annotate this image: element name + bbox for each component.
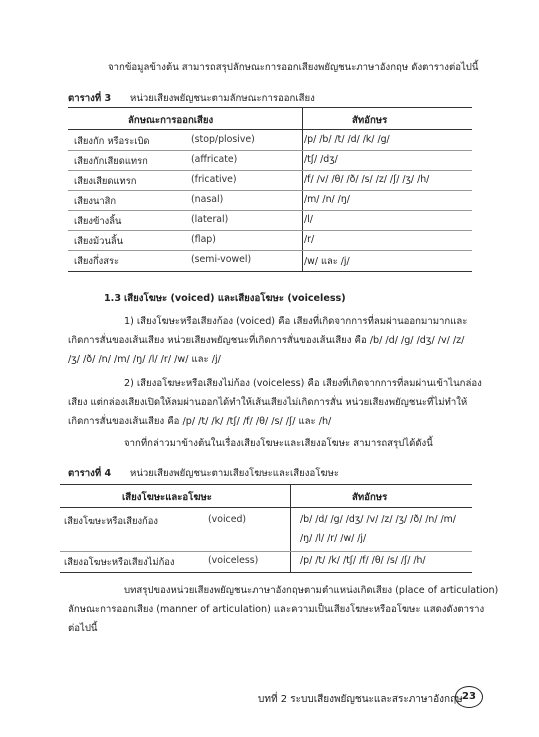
phonetic-symbols: /tʃ/ /dʒ/: [304, 154, 338, 165]
table3-col2-header: สัทอักษร: [352, 115, 388, 126]
table4-col1-header: เสียงโฆษะและอโฆษะ: [122, 492, 212, 503]
para1-line1: 1) เสียงโฆษะหรือเสียงก้อง (voiced) คือ เสียงที่เกิดจากการที่ลมผ่านออกมามากและ: [124, 316, 468, 327]
para1-line3: /ʒ/ /ð/ /n/ /m/ /ŋ/ /l/ /r/ /w/ และ /j/: [68, 354, 221, 365]
closing-line3: ต่อไปนี้: [68, 623, 98, 634]
table-row: [68, 230, 472, 250]
phonetic-symbols: /m/ /n/ /ŋ/: [304, 194, 350, 205]
manner-thai: เสียงกึ่งสระ: [74, 256, 120, 267]
manner-english: (affricate): [191, 154, 238, 165]
table3-bottom-rule: [68, 271, 472, 272]
footer-chapter-title: บทที่ 2 ระบบเสียงพยัญชนะและสระภาษาอังกฤษ: [258, 694, 463, 705]
table4-bottom-rule: [60, 572, 472, 573]
manner-thai: เสียงเสียดแทรก: [74, 176, 137, 187]
page-number-badge: 23: [455, 686, 483, 708]
phonetic-symbols: /p/ /t/ /k/ /tʃ/ /f/ /θ/ /s/ /ʃ/ /h/: [300, 555, 426, 566]
closing-line1: บทสรุปของหน่วยเสียงพยัญชนะภาษาอังกฤษตามตำแหน่งเกิดเสียง (place of articulation): [124, 585, 499, 596]
manner-thai: เสียงม้วนลิ้น: [74, 236, 124, 247]
manner-english: (stop/plosive): [191, 134, 255, 145]
table4-col2-header: สัทอักษร: [352, 492, 388, 503]
phonetic-symbols: /b/ /d/ /g/ /dʒ/ /v/ /z/ /ʒ/ /ð/ /n/ /m/: [300, 514, 456, 525]
manner-english: (fricative): [191, 174, 237, 185]
phonetic-symbols: /l/: [304, 214, 313, 225]
voicing-english: (voiceless): [208, 555, 259, 566]
table4-label: ตารางที่ 4: [68, 468, 112, 479]
table-row: [68, 250, 472, 270]
manner-english: (lateral): [191, 214, 229, 225]
table-row: [68, 170, 472, 190]
manner-thai: เสียงข้างลิ้น: [74, 216, 122, 227]
table4-top-rule: [60, 484, 472, 485]
table-row: [60, 510, 472, 550]
phonetic-symbols: /w/ และ /j/: [304, 256, 350, 267]
para2-line1: 2) เสียงอโฆษะหรือเสียงไม่ก้อง (voiceless) คือ เสียงที่เกิดจากการที่ลมผ่านเข้าไนกล่อง: [124, 378, 482, 389]
voicing-thai: เสียงอโฆษะหรือเสียงไม่ก้อง: [64, 557, 175, 568]
table-row: [68, 150, 472, 170]
table3-top-rule: [68, 107, 472, 108]
manner-english: (semi-vowel): [191, 254, 252, 265]
closing-line2: ลักษณะการออกเสียง (manner of articulation) และความเป็นเสียงโฆษะหรืออโฆษะ แสดงดังตาราง: [68, 604, 485, 615]
para2-line2: เสียง แต่กล่องเสียงเปิดให้ลมผ่านออกได้ทำให้เส้นเสียงไม่เกิดการสั่น หน่วยเสียงพยัญชนะที่ไม่ทำให้: [68, 397, 468, 408]
summary-text: จากที่กล่าวมาข้างต้นในเรื่องเสียงโฆษะและเสียงอโฆษะ สามารถสรุปได้ดังนี้: [124, 438, 433, 449]
para2-line3: เกิดการสั่นของเส้นเสียง คือ /p/ /t/ /k/ /tʃ/ /f/ /θ/ /s/ /ʃ/ และ /h/: [68, 416, 332, 427]
phonetic-symbols: /r/: [304, 234, 315, 245]
para1-line2: เกิดการสั่นของเส้นเสียง หน่วยเสียงพยัญชนะที่เกิดการสั่นของเส้นเสียง คือ /b/ /d/ /g/ /dʒ/ /v/ /z/: [68, 335, 465, 346]
section-number: 1.3: [104, 293, 121, 304]
table4-caption: หน่วยเสียงพยัญชนะตามเสียงโฆษะและเสียงอโฆษะ: [130, 468, 339, 479]
table3-label: ตารางที่ 3: [68, 93, 112, 104]
table3-caption: หน่วยเสียงพยัญชนะตามลักษณะการออกเสียง: [130, 93, 315, 104]
table-row: [68, 210, 472, 230]
manner-thai: เสียงนาสิก: [74, 196, 117, 207]
intro-text: จากข้อมูลข้างต้น สามารถสรุปลักษณะการออกเสียงพยัญชนะภาษาอังกฤษ ดังตารางต่อไปนี้: [108, 62, 479, 73]
voicing-english: (voiced): [208, 514, 247, 525]
table-row: [68, 190, 472, 210]
table-row: [68, 130, 472, 150]
phonetic-symbols-continued: /ŋ/ /l/ /r/ /w/ /j/: [300, 533, 367, 544]
voicing-thai: เสียงโฆษะหรือเสียงก้อง: [64, 516, 158, 527]
table3-col1-header: ลักษณะการออกเสียง: [128, 115, 214, 126]
manner-english: (nasal): [191, 194, 224, 205]
manner-thai: เสียงกักเสียดแทรก: [74, 156, 148, 167]
table-row: [60, 551, 472, 571]
section-title: เสียงโฆษะ (voiced) และเสียงอโฆษะ (voiceless): [124, 293, 346, 304]
phonetic-symbols: /p/ /b/ /t/ /d/ /k/ /g/: [304, 134, 390, 145]
table4-header-rule: [60, 507, 472, 508]
manner-english: (flap): [191, 234, 216, 245]
phonetic-symbols: /f/ /v/ /θ/ /ð/ /s/ /z/ /ʃ/ /ʒ/ /h/: [304, 174, 430, 185]
manner-thai: เสียงกัก หรือระเบิด: [74, 136, 150, 147]
